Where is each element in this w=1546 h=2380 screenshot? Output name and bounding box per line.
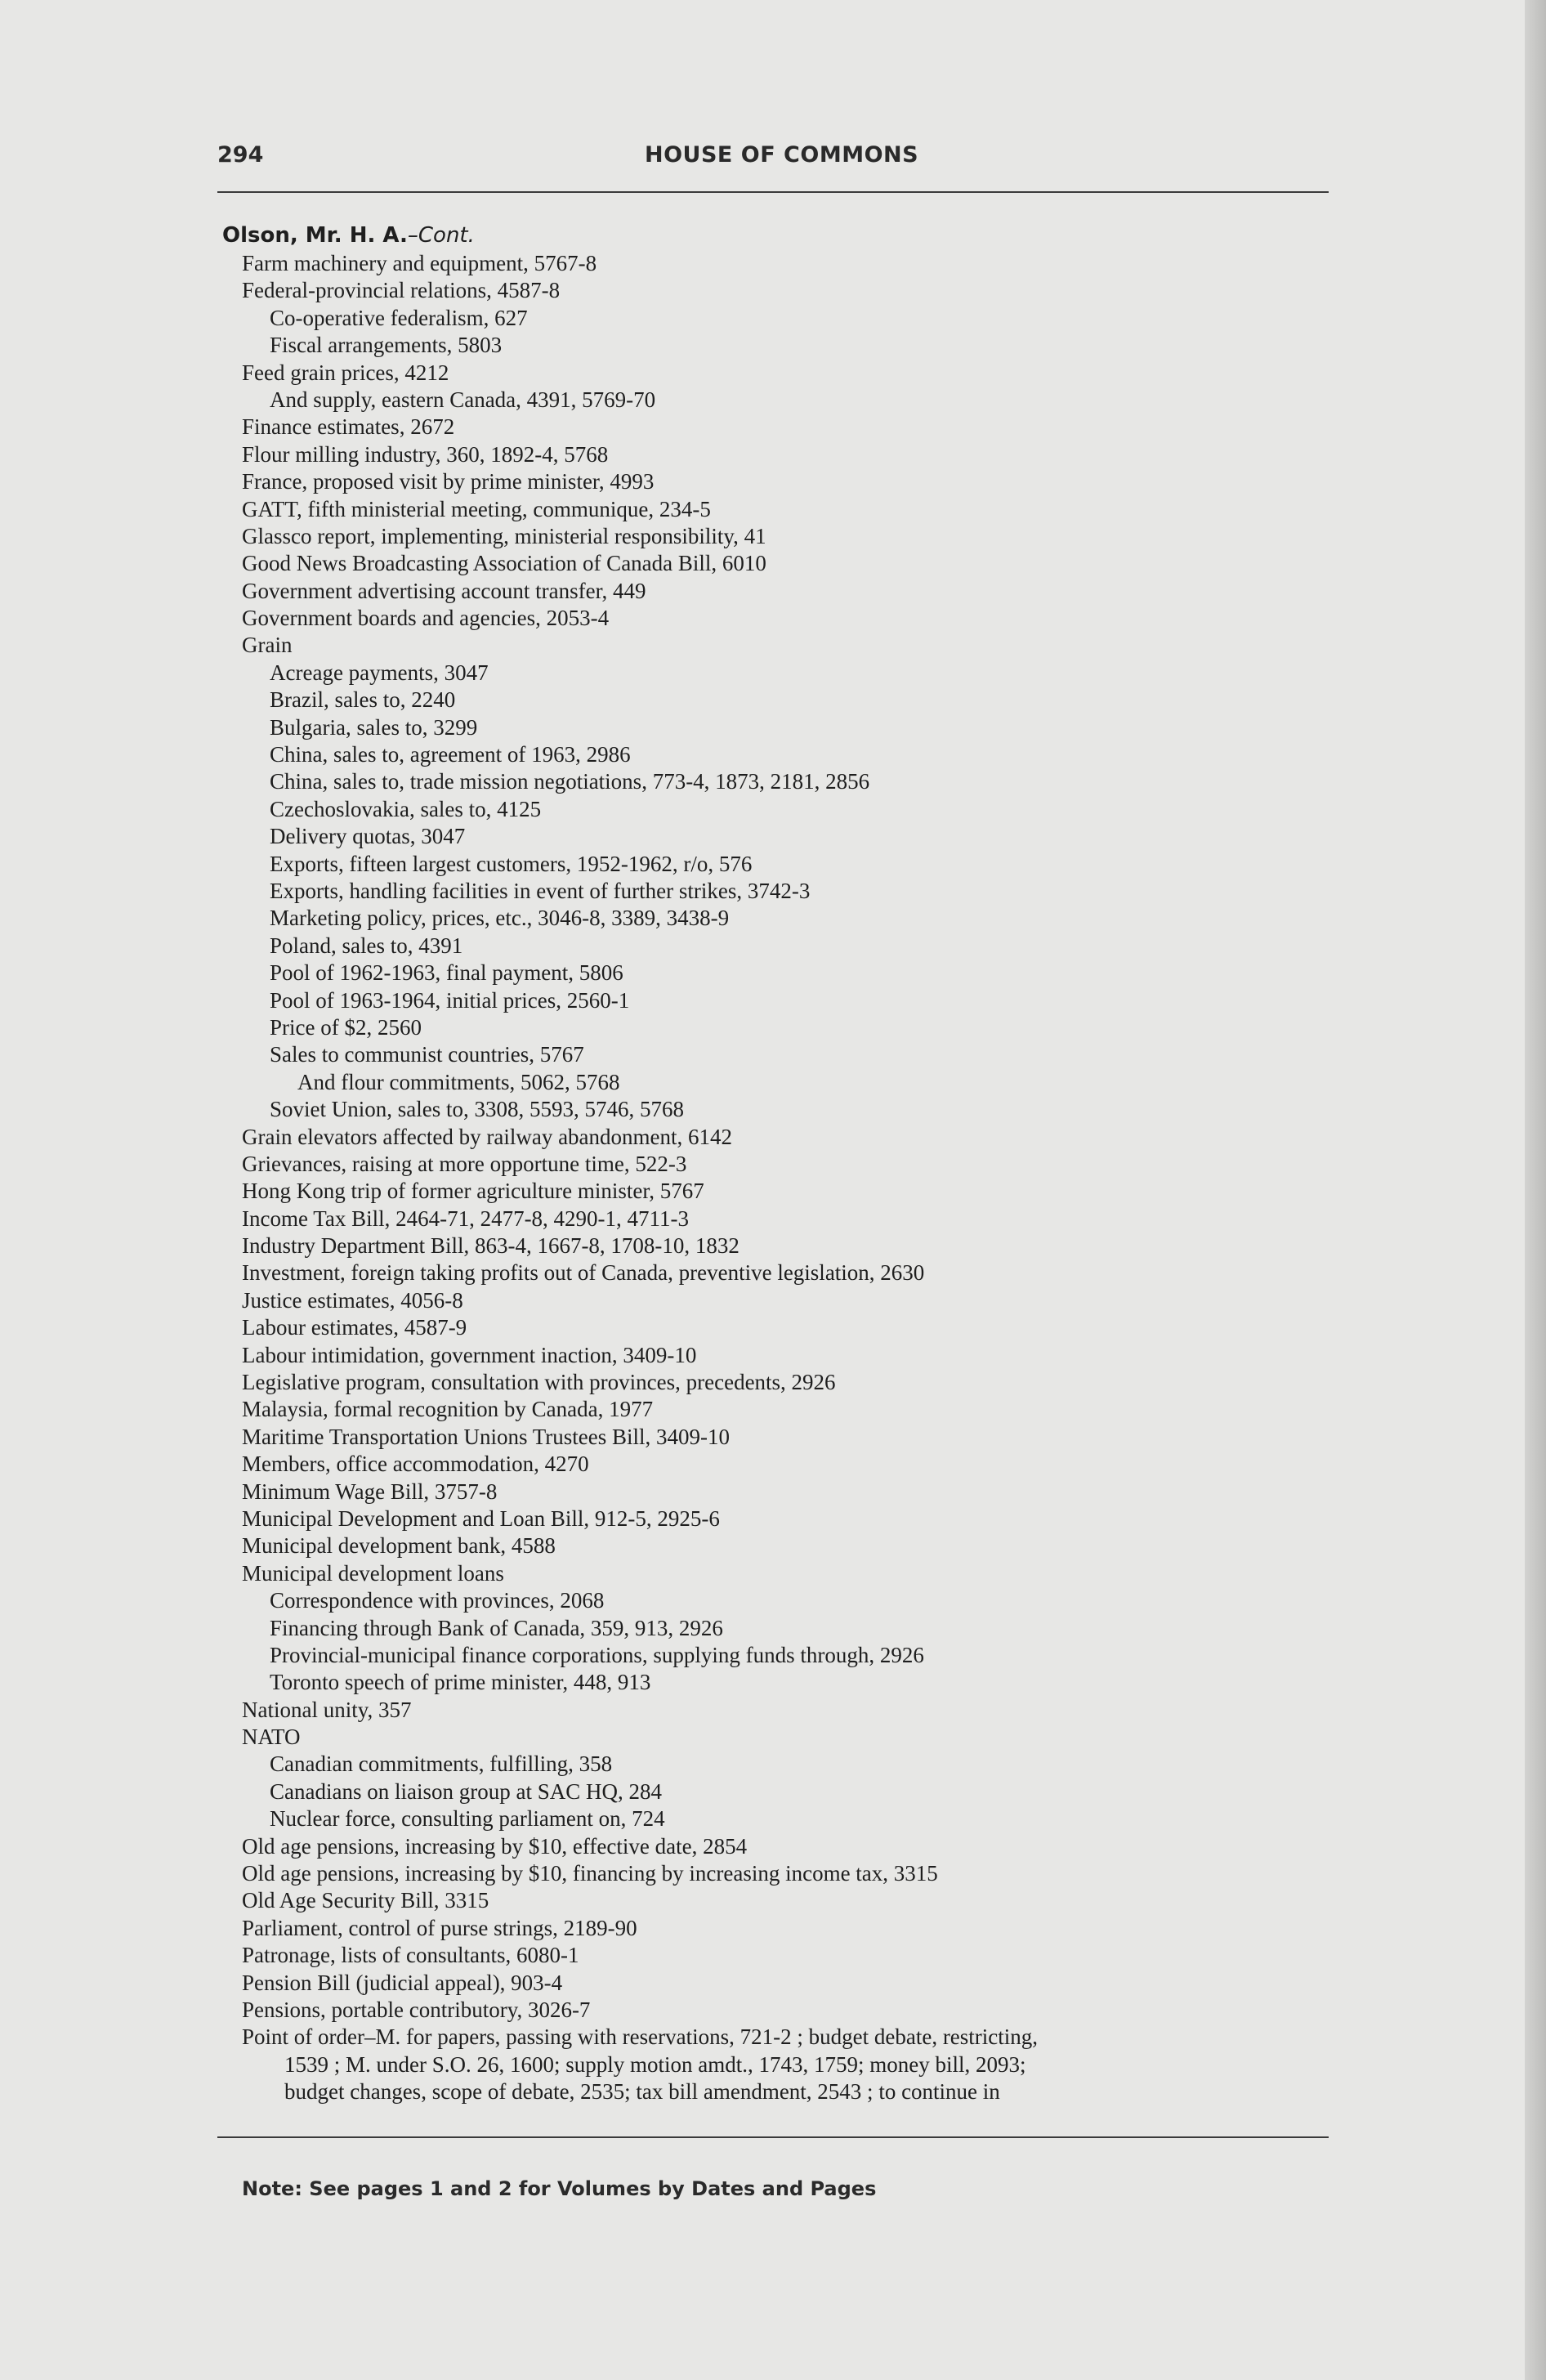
index-entry: Patronage, lists of consultants, 6080-1 [242, 1943, 579, 1968]
index-entry: Good News Broadcasting Association of Canada Bill, 6010 [242, 551, 766, 576]
index-subentry: Toronto speech of prime minister, 448, 913 [270, 1670, 651, 1695]
page-edge-shadow [1525, 0, 1546, 2380]
index-subentry: Fiscal arrangements, 5803 [270, 333, 503, 358]
index-subentry: Exports, fifteen largest customers, 1952-1962, r/o, 576 [270, 851, 753, 876]
index-entry: Labour intimidation, government inaction, 3409-10 [242, 1342, 697, 1367]
index-entry: Legislative program, consultation with provinces, precedents, 2926 [242, 1370, 836, 1395]
footnote: Note: See pages 1 and 2 for Volumes by Dates and Pages [242, 2177, 877, 2200]
index-entry: Federal-provincial relations, 4587-8 [242, 278, 561, 303]
footer-rule [217, 2136, 1329, 2138]
index-entry: Government boards and agencies, 2053-4 [242, 606, 610, 631]
index-entry-continuation: budget changes, scope of debate, 2535; tax bill amendment, 2543 ; to continue in [284, 2079, 1000, 2105]
index-subentry: Sales to communist countries, 5767 [270, 1042, 584, 1067]
index-subentry: Poland, sales to, 4391 [270, 933, 463, 958]
index-entry-continuation: 1539 ; M. under S.O. 26, 1600; supply motion amdt., 1743, 1759; money bill, 2093; [284, 2051, 1026, 2077]
index-subentry: Financing through Bank of Canada, 359, 913, 2926 [270, 1615, 723, 1640]
index-entry: National unity, 357 [242, 1697, 412, 1722]
index-subentry: And flour commitments, 5062, 5768 [297, 1069, 620, 1094]
index-subentry: China, sales to, trade mission negotiations, 773-4, 1873, 2181, 2856 [270, 769, 870, 794]
index-entry: Members, office accommodation, 4270 [242, 1452, 589, 1477]
index-subentry: Czechoslovakia, sales to, 4125 [270, 796, 542, 821]
index-heading [222, 221, 1337, 250]
index-entry: Flour milling industry, 360, 1892-4, 5768 [242, 441, 609, 467]
index-entry: France, proposed visit by prime minister, 4993 [242, 469, 655, 494]
index-entry: Grievances, raising at more opportune time, 522-3 [242, 1151, 687, 1176]
index-entry: Municipal development loans [242, 1560, 504, 1586]
index-subentry: And supply, eastern Canada, 4391, 5769-70 [270, 387, 656, 412]
index-subentry: Pool of 1963-1964, initial prices, 2560-1 [270, 987, 630, 1013]
index-subentry: Delivery quotas, 3047 [270, 824, 466, 849]
index-entry: Maritime Transportation Unions Trustees Bill, 3409-10 [242, 1424, 731, 1449]
index-entry: Hong Kong trip of former agriculture minister, 5767 [242, 1179, 704, 1204]
index-subentry: Correspondence with provinces, 2068 [270, 1588, 605, 1613]
index-entry: Old age pensions, increasing by $10, effective date, 2854 [242, 1833, 748, 1859]
index-entry: Labour estimates, 4587-9 [242, 1315, 467, 1340]
index-entry: Income Tax Bill, 2464-71, 2477-8, 4290-1, 4711-3 [242, 1206, 690, 1231]
index-subentry: Pool of 1962-1963, final payment, 5806 [270, 960, 623, 986]
index-entries [242, 250, 1337, 2106]
index-subentry: Acreage payments, 3047 [270, 660, 489, 685]
page-header [217, 142, 1329, 181]
index-subentry: Bulgaria, sales to, 3299 [270, 714, 478, 740]
index-subentry: Co-operative federalism, 627 [270, 305, 528, 330]
index-entry: Finance estimates, 2672 [242, 414, 455, 440]
index-entry: Pension Bill (judicial appeal), 903-4 [242, 1970, 563, 1995]
index-entry: Municipal Development and Loan Bill, 912-5, 2925-6 [242, 1505, 720, 1531]
index-entry: Government advertising account transfer, 449 [242, 578, 646, 603]
index-entry: NATO [242, 1725, 301, 1750]
index-content [222, 221, 1337, 2106]
index-subentry: Price of $2, 2560 [270, 1014, 422, 1040]
index-subentry: Nuclear force, consulting parliament on, 724 [270, 1806, 665, 1832]
index-subentry: Exports, handling facilities in event of further strikes, 3742-3 [270, 878, 811, 903]
index-entry: Investment, foreign taking profits out of Canada, preventive legislation, 2630 [242, 1260, 925, 1286]
index-entry: Glassco report, implementing, ministerial responsibility, 41 [242, 523, 766, 548]
page-number: 294 [217, 142, 264, 168]
index-entry: Pensions, portable contributory, 3026-7 [242, 1998, 591, 2022]
index-entry: Point of order–M. for papers, passing with reservations, 721-2 ; budget debate, restricting, [242, 2024, 1039, 2050]
index-subentry: China, sales to, agreement of 1963, 2986 [270, 742, 631, 767]
index-entry: Industry Department Bill, 863-4, 1667-8, 1708-10, 1832 [242, 1233, 739, 1259]
index-entry: Old age pensions, increasing by $10, financing by increasing income tax, 3315 [242, 1861, 938, 1886]
index-entry: Minimum Wage Bill, 3757-8 [242, 1479, 498, 1504]
index-subentry: Brazil, sales to, 2240 [270, 687, 456, 713]
index-entry: Municipal development bank, 4588 [242, 1533, 556, 1559]
index-entry: Justice estimates, 4056-8 [242, 1287, 463, 1313]
index-entry: Malaysia, formal recognition by Canada, 1977 [242, 1397, 654, 1422]
index-subentry: Marketing policy, prices, etc., 3046-8, 3389, 3438-9 [270, 906, 730, 931]
index-entry: Grain elevators affected by railway abandonment, 6142 [242, 1124, 733, 1149]
heading-name: Olson, Mr. H. A. [222, 223, 408, 248]
index-subentry: Canadians on liaison group at SAC HQ, 284 [270, 1778, 662, 1804]
index-entry: Feed grain prices, 4212 [242, 360, 449, 385]
index-subentry: Soviet Union, sales to, 3308, 5593, 5746, 5768 [270, 1097, 684, 1122]
index-entry: Parliament, control of purse strings, 2189-90 [242, 1915, 637, 1940]
running-title: HOUSE OF COMMONS [645, 142, 919, 168]
index-entry: Farm machinery and equipment, 5767-8 [242, 251, 597, 275]
index-subentry: Provincial-municipal finance corporations, supplying funds through, 2926 [270, 1642, 924, 1667]
header-rule [217, 191, 1329, 193]
index-subentry: Canadian commitments, fulfilling, 358 [270, 1751, 613, 1777]
index-entry: GATT, fifth ministerial meeting, communique, 234-5 [242, 496, 711, 521]
index-entry: Grain [242, 633, 293, 658]
heading-cont: –Cont. [407, 223, 475, 248]
index-entry: Old Age Security Bill, 3315 [242, 1888, 489, 1913]
